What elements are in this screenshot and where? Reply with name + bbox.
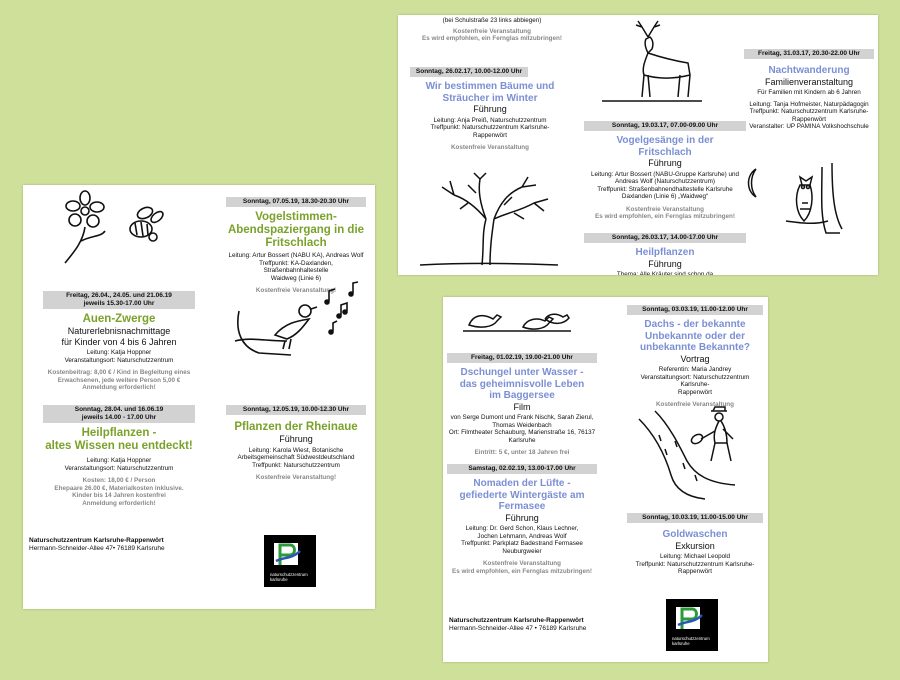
event-costs: Kostenfreie Veranstaltung Es wird empfohlen, ein Fernglas mitzubringen! bbox=[452, 560, 592, 575]
address-block: Naturschutzzentrum Karlsruhe-Rappenwört Hermann-Schneider-Allee 47• 76189 Karlsruhe bbox=[29, 537, 165, 552]
event-subtitle: Führung bbox=[648, 158, 682, 168]
flyer-top bbox=[398, 15, 878, 275]
event-date: Sonntag, 19.03.17, 07.00-09.00 Uhr bbox=[584, 121, 746, 131]
event-vogelgesaenge bbox=[584, 121, 746, 221]
event-title: Heilpflanzen - altes Wissen neu entdeckt! bbox=[45, 427, 193, 452]
event-costs: Eintritt: 5 €, unter 18 Jahren frei bbox=[474, 449, 570, 457]
event-date: Sonntag, 26.02.17, 10.00-12.00 Uhr bbox=[410, 67, 528, 77]
event-goldwaschen bbox=[627, 513, 763, 576]
event-date: Sonntag, 03.03.19, 11.00-12.00 Uhr bbox=[627, 305, 763, 315]
event-details: Leitung: Michael Leopold Treffpunkt: Naturschutzzentrum Karlsruhe- Rappenwört bbox=[635, 553, 755, 576]
event-date: Sonntag, 10.03.19, 11.00-15.00 Uhr bbox=[627, 513, 763, 523]
event-subtitle: Exkursion bbox=[675, 540, 715, 551]
event-subtitle: Führung bbox=[648, 258, 682, 269]
event-costs: Kostenfreie Veranstaltung Es wird empfohlen, ein Fernglas mitzubringen! bbox=[595, 205, 735, 221]
event-heilpflanzen bbox=[43, 405, 195, 508]
event-details: Leitung: Katja Hoppner Veranstaltungsort: Naturschutzzentrum bbox=[64, 349, 174, 364]
event-dschungel-unter-wasser bbox=[447, 353, 597, 457]
address-block: Naturschutzzentrum Karlsruhe-Rappenwört Hermann-Schneider-Allee 47 • 76189 Karlsruhe bbox=[449, 617, 587, 632]
naturschutzzentrum-logo: naturschutzzentrum karlsruhe bbox=[666, 599, 718, 651]
event-subtitle: Naturerlebnisnachmittage für Kinder von 4 bis 6 Jahren bbox=[61, 326, 177, 347]
event-subtitle: Führung bbox=[279, 434, 313, 444]
event-date: Freitag, 31.03.17, 20.30-22.00 Uhr bbox=[744, 49, 874, 59]
event-nachtwanderung bbox=[744, 49, 874, 131]
event-title: Vogelgesänge in der Fritschlach bbox=[616, 135, 714, 158]
event-details: von Serge Dumont und Frank Nischk, Sarah Zierul, Thomas Weidenbach Ort: Filmtheater Schauburg, Marienstraße 16, 76137 Karlsruhe bbox=[448, 414, 596, 444]
event-date: Freitag, 26.04., 24.05. und 21.06.19 jeweils 15.30-17.00 Uhr bbox=[43, 291, 195, 309]
moon-owl-illustration bbox=[742, 163, 872, 243]
event-subtitle: Film bbox=[513, 401, 531, 412]
event-heilpflanzen-2017 bbox=[584, 233, 746, 275]
event-details: Leitung: Karola Wiest, Botanische Arbeitsgemeinschaft Südwestdeutschland Treffpunkt: Naturschutzzentrum bbox=[237, 446, 355, 469]
event-title: Dschungel unter Wasser - das geheimnisvolle Leben im Baggersee bbox=[459, 367, 585, 401]
event-date: Freitag, 01.02.19, 19.00-21.00 Uhr bbox=[447, 353, 597, 363]
flyer-right bbox=[443, 297, 768, 662]
tree-illustration bbox=[420, 173, 560, 268]
event-subtitle: Führung bbox=[505, 512, 539, 523]
deer-illustration bbox=[602, 19, 702, 103]
event-continued: (bei Schulstraße 23 links abbiegen) Kostenfreie Veranstaltung Es wird empfohlen, ein Fernglas mitzubringen! bbox=[422, 17, 562, 43]
naturschutzzentrum-logo: naturschutzzentrum karlsruhe bbox=[264, 535, 316, 587]
event-details: Leitung: Tanja Hofmeister, Naturpädagogin Treffpunkt: Naturschutzzentrum Karlsruhe- Rappenwört Veranstalter: UP PAMINA Volkshochschule bbox=[749, 100, 869, 131]
event-nomaden-der-luefte bbox=[447, 464, 597, 576]
event-pflanzen-rheinaue bbox=[226, 405, 366, 482]
event-title: Heilpflanzen bbox=[635, 247, 695, 258]
event-auen-zwerge bbox=[43, 291, 195, 392]
gold-panning-illustration bbox=[635, 405, 755, 501]
event-baeume-straeucher bbox=[410, 67, 570, 152]
event-costs: Kosten: 18,00 € / Person Ehepaare 26.00 €, Materialkosten inklusive. Kinder bis 14 Jahren kostenfrei Anmeldung erforderlich! bbox=[54, 477, 184, 507]
event-details: Leitung: Anja Preiß, Naturschutzzentrum Treffpunkt: Naturschutzzentrum Karlsruhe- Rappenwört bbox=[430, 116, 550, 139]
event-costs: Kostenfreie Veranstaltung! bbox=[255, 474, 337, 482]
event-title: Dachs - der bekannte Unbekannte oder der unbekannte Bekannte? bbox=[639, 319, 751, 353]
event-title: Wir bestimmen Bäume und Sträucher im Winter bbox=[425, 81, 555, 104]
bird-illustration bbox=[231, 281, 366, 361]
event-date: Sonntag, 26.03.17, 14.00-17.00 Uhr bbox=[584, 233, 746, 243]
event-details: Leitung: Artur Bossert (NABU-Gruppe Karlsruhe) und Andreas Wolf (Naturschutzzentrum) Treffpunkt: Straßenbahnendhaltestelle Karlsruhe Daxlanden (Linie 6) „Waidweg“ bbox=[590, 170, 740, 201]
event-costs: Kostenbeitrag: 8,00 € / Kind in Begleitung eines Erwachsenen, jede weitere Person 5,00 € Anmeldung erforderlich! bbox=[47, 369, 191, 392]
event-date: Samstag, 02.02.19, 13.00-17.00 Uhr bbox=[447, 464, 597, 474]
event-date: Sonntag, 28.04. und 16.06.19 jeweils 14.00 - 17.00 Uhr bbox=[43, 405, 195, 423]
event-details: Thema: Alle Kräuter sind schon da bbox=[616, 271, 714, 275]
event-date: Sonntag, 12.05.19, 10.00-12.30 Uhr bbox=[226, 405, 366, 415]
flower-bee-illustration bbox=[53, 191, 193, 271]
event-subtitle: Führung bbox=[473, 104, 507, 114]
event-costs: Kostenfreie Veranstaltung! bbox=[255, 287, 337, 295]
event-target: Für Familien mit Kindern ab 6 Jahren bbox=[757, 89, 861, 96]
event-title: Nachtwanderung bbox=[768, 65, 850, 76]
event-subtitle: Vortrag bbox=[680, 353, 710, 364]
event-title: Auen-Zwerge bbox=[82, 313, 156, 325]
event-details: Leitung: Katja Hoppner Veranstaltungsort: Naturschutzzentrum bbox=[64, 457, 174, 472]
event-title: Vogelstimmen- Abendspaziergang in die Fritschlach bbox=[227, 211, 365, 249]
event-costs: Kostenfreie Veranstaltung bbox=[655, 401, 735, 409]
event-subtitle: Familienveranstaltung bbox=[764, 76, 854, 87]
event-title: Nomaden der Lüfte - gefiederte Wintergäste am Fermasee bbox=[459, 478, 585, 512]
event-title: Goldwaschen bbox=[662, 529, 728, 540]
flyer-left bbox=[23, 185, 375, 609]
ducks-illustration bbox=[463, 305, 573, 335]
event-details: Leitung: Artur Bossert (NABU KA), Andreas Wolf Treffpunkt: KA-Daxlanden, Straßenbahnhaltestelle Waidweg (Linie 6) bbox=[228, 252, 364, 282]
event-date: Sonntag, 07.05.19, 18.30-20.30 Uhr bbox=[226, 197, 366, 207]
event-details: Referentin: Maria Jandrey Veranstaltungsort: Naturschutzzentrum Karlsruhe- Rappenwört bbox=[640, 366, 750, 396]
event-costs: Kostenfreie Veranstaltung bbox=[450, 144, 530, 152]
event-details: Leitung: Dr. Gerd Schon, Klaus Lechner, Jochen Lehmann, Andreas Wolf Treffpunkt: Parkplatz Badestrand Fermasee Neuburgweier bbox=[461, 525, 583, 555]
event-title: Pflanzen der Rheinaue bbox=[234, 421, 358, 433]
event-dachs bbox=[627, 305, 763, 409]
